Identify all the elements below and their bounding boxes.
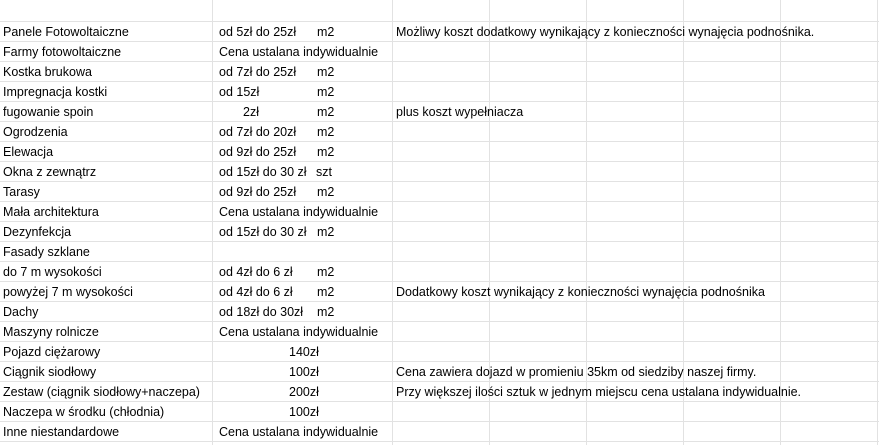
service-cell[interactable]: Elewacja <box>3 145 54 159</box>
price-cell[interactable]: 100zł <box>289 405 319 419</box>
service-cell[interactable]: Maszyny rolnicze <box>3 325 99 339</box>
note-cell[interactable]: Dodatkowy koszt wynikający z konieczności wynajęcia podnośnika <box>396 285 765 299</box>
table-row <box>0 402 879 422</box>
price-cell[interactable]: Cena ustalana indywidualnie <box>219 425 379 439</box>
price-cell[interactable]: od 4zł do 6 zł <box>219 265 293 279</box>
service-cell[interactable]: Kostka brukowa <box>3 65 92 79</box>
table-row <box>0 122 879 142</box>
unit-cell[interactable]: szt <box>316 165 332 179</box>
table-row <box>0 242 879 262</box>
unit-cell[interactable]: m2 <box>317 125 335 139</box>
price-cell[interactable]: Cena ustalana indywidualnie <box>219 45 379 59</box>
unit-cell[interactable]: m2 <box>317 285 335 299</box>
note-cell[interactable]: plus koszt wypełniacza <box>396 105 524 119</box>
unit-cell[interactable]: m2 <box>317 225 335 239</box>
table-row <box>0 142 879 162</box>
note-cell[interactable]: Możliwy koszt dodatkowy wynikający z konieczności wynajęcia podnośnika. <box>396 25 815 39</box>
table-row <box>0 382 879 402</box>
price-cell[interactable]: od 7zł do 25zł <box>219 65 297 79</box>
service-cell[interactable]: Impregnacja kostki <box>3 85 108 99</box>
table-row <box>0 162 879 182</box>
table-row <box>0 102 879 122</box>
price-cell[interactable]: od 15zł <box>219 85 260 99</box>
unit-cell[interactable]: m2 <box>317 65 335 79</box>
table-row <box>0 362 879 382</box>
service-cell[interactable]: powyżej 7 m wysokości <box>3 285 133 299</box>
price-cell[interactable]: Cena ustalana indywidualnie <box>219 325 379 339</box>
price-cell[interactable]: Cena ustalana indywidualnie <box>219 205 379 219</box>
service-cell[interactable]: fugowanie spoin <box>3 105 94 119</box>
unit-cell[interactable]: m2 <box>317 25 335 39</box>
table-row <box>0 22 879 42</box>
price-cell[interactable]: od 18zł do 30zł <box>219 305 304 319</box>
price-cell[interactable]: od 15zł do 30 zł <box>219 165 307 179</box>
service-cell[interactable]: Mała architektura <box>3 205 99 219</box>
table-row <box>0 182 879 202</box>
service-cell[interactable]: Naczepa w środku (chłodnia) <box>3 405 165 419</box>
service-cell[interactable]: Zestaw (ciągnik siodłowy+naczepa) <box>3 385 200 399</box>
unit-cell[interactable]: m2 <box>317 265 335 279</box>
service-cell[interactable]: Tarasy <box>3 185 40 199</box>
table-row <box>0 42 879 62</box>
service-cell[interactable]: Ciągnik siodłowy <box>3 365 97 379</box>
price-cell[interactable]: od 4zł do 6 zł <box>219 285 293 299</box>
service-cell[interactable]: Inne niestandardowe <box>3 425 120 439</box>
price-cell[interactable]: od 9zł do 25zł <box>219 185 297 199</box>
row-divider <box>0 441 879 442</box>
table-row <box>0 202 879 222</box>
table-row <box>0 222 879 242</box>
price-cell[interactable]: od 9zł do 25zł <box>219 145 297 159</box>
table-row <box>0 82 879 102</box>
service-cell[interactable]: Ogrodzenia <box>3 125 68 139</box>
price-cell[interactable]: od 15zł do 30 zł <box>219 225 307 239</box>
unit-cell[interactable]: m2 <box>317 105 335 119</box>
price-cell[interactable]: od 7zł do 20zł <box>219 125 297 139</box>
service-cell[interactable]: Farmy fotowoltaiczne <box>3 45 122 59</box>
note-cell[interactable]: Przy większej ilości sztuk w jednym miejscu cena ustalana indywidualnie. <box>396 385 802 399</box>
table-row <box>0 422 879 442</box>
price-cell[interactable]: 140zł <box>289 345 319 359</box>
unit-cell[interactable]: m2 <box>317 185 335 199</box>
table-row <box>0 322 879 342</box>
price-cell[interactable]: od 5zł do 25zł <box>219 25 297 39</box>
service-cell[interactable]: Pojazd ciężarowy <box>3 345 101 359</box>
table-row <box>0 262 879 282</box>
note-cell[interactable]: Cena zawiera dojazd w promieniu 35km od siedziby naszej firmy. <box>396 365 757 379</box>
table-row <box>0 282 879 302</box>
unit-cell[interactable]: m2 <box>317 305 335 319</box>
service-cell[interactable]: Okna z zewnątrz <box>3 165 97 179</box>
table-row <box>0 302 879 322</box>
service-cell[interactable]: Panele Fotowoltaiczne <box>3 25 129 39</box>
service-cell[interactable]: Dezynfekcja <box>3 225 72 239</box>
service-cell[interactable]: Dachy <box>3 305 39 319</box>
service-cell[interactable]: do 7 m wysokości <box>3 265 102 279</box>
table-row <box>0 342 879 362</box>
price-cell[interactable]: 200zł <box>289 385 319 399</box>
table-row <box>0 62 879 82</box>
unit-cell[interactable]: m2 <box>317 145 335 159</box>
unit-cell[interactable]: m2 <box>317 85 335 99</box>
price-cell[interactable]: 100zł <box>289 365 319 379</box>
service-cell[interactable]: Fasady szklane <box>3 245 90 259</box>
price-cell[interactable]: 2zł <box>243 105 259 119</box>
